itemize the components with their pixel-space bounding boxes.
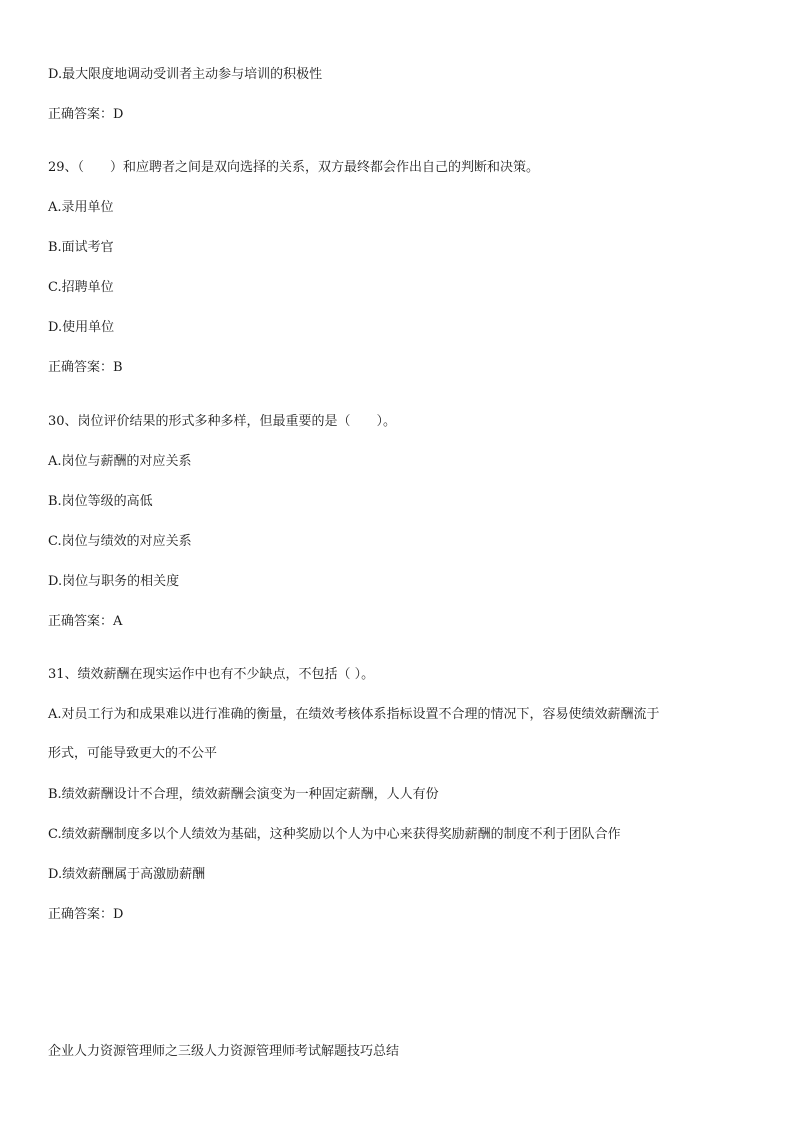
- q30-question: 30、岗位评价结果的形式多种多样，但最重要的是（ ）。: [48, 414, 397, 429]
- q28-answer: 正确答案：D: [48, 107, 124, 122]
- q29-answer: 正确答案：B: [48, 360, 123, 375]
- q30-option-a: A.岗位与薪酬的对应关系: [48, 454, 192, 469]
- q30-answer: 正确答案：A: [48, 614, 123, 629]
- q30-option-c: C.岗位与绩效的对应关系: [48, 534, 192, 549]
- q29-option-b: B.面试考官: [48, 240, 114, 255]
- q31-option-b: B.绩效薪酬设计不合理，绩效薪酬会演变为一种固定薪酬，人人有份: [48, 787, 439, 802]
- q31-option-a-continued: 形式，可能导致更大的不公平: [48, 746, 218, 761]
- q29-question: 29、（ ）和应聘者之间是双向选择的关系，双方最终都会作出自己的判断和决策。: [48, 160, 540, 175]
- q31-option-c: C.绩效薪酬制度多以个人绩效为基础，这种奖励以个人为中心来获得奖励薪酬的制度不利于团队合作: [48, 827, 621, 842]
- q29-option-d: D.使用单位: [48, 320, 115, 335]
- q31-question: 31、绩效薪酬在现实运作中也有不少缺点，不包括（ ）。: [48, 667, 375, 682]
- q30-option-d: D.岗位与职务的相关度: [48, 574, 180, 589]
- q28-option-d: D.最大限度地调动受训者主动参与培训的积极性: [48, 67, 323, 82]
- q31-option-d: D.绩效薪酬属于高激励薪酬: [48, 867, 206, 882]
- q31-option-a: A.对员工行为和成果难以进行准确的衡量，在绩效考核体系指标设置不合理的情况下，容易使绩效薪酬流于: [48, 707, 660, 722]
- q31-answer: 正确答案：D: [48, 907, 124, 922]
- q29-option-c: C.招聘单位: [48, 280, 114, 295]
- q29-option-a: A.录用单位: [48, 200, 114, 215]
- page-footer-title: 企业人力资源管理师之三级人力资源管理师考试解题技巧总结: [48, 1044, 400, 1059]
- q30-option-b: B.岗位等级的高低: [48, 494, 153, 509]
